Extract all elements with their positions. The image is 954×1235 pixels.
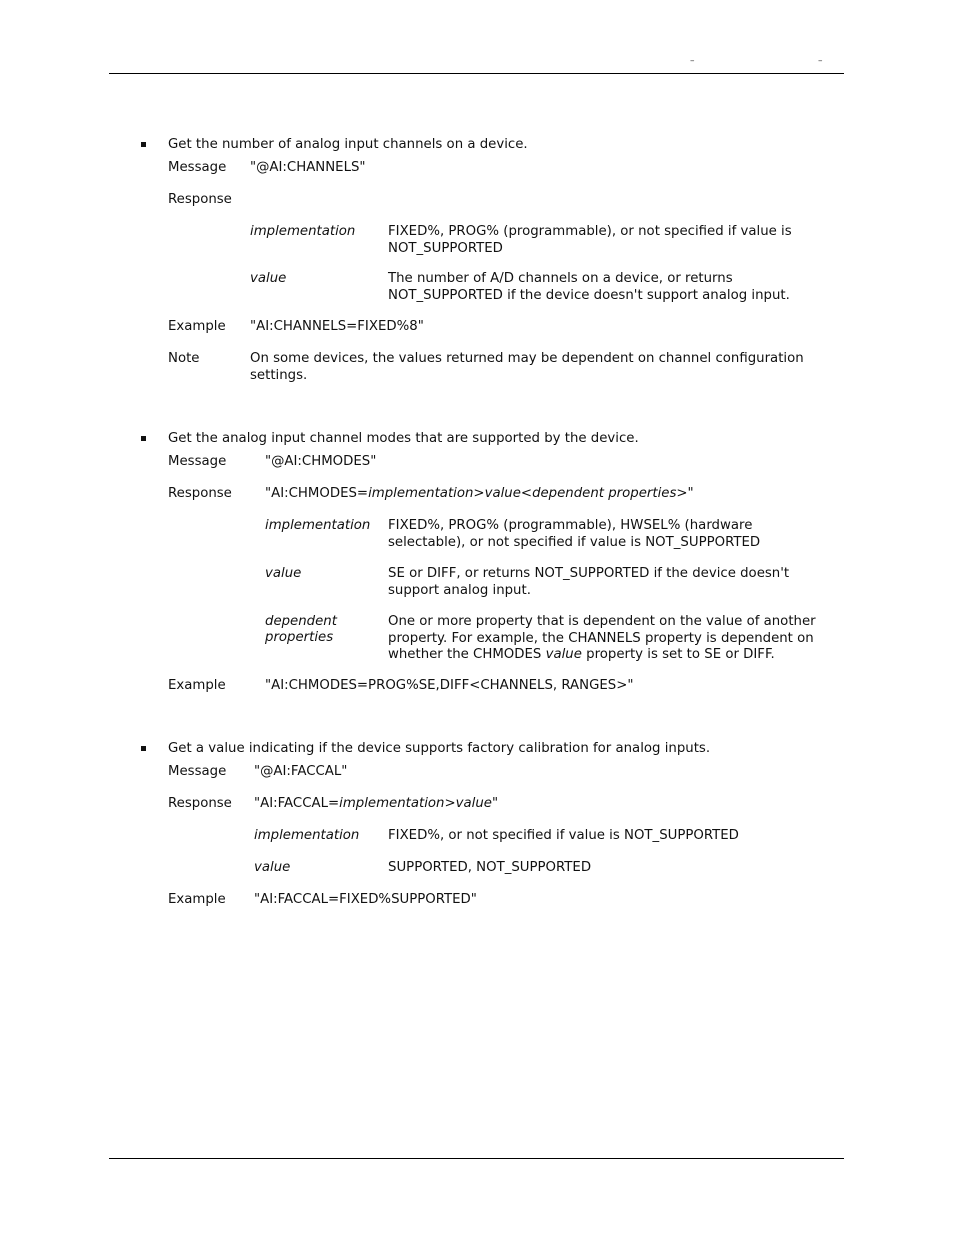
param-desc-value-term: value — [545, 647, 582, 662]
response-separator: < — [520, 486, 533, 501]
bullet-icon — [141, 746, 146, 751]
response-dependent-properties: dependent properties — [532, 486, 677, 501]
header-mark-left: – — [690, 56, 695, 66]
param-name: value — [265, 566, 302, 581]
note-label: Note — [168, 351, 200, 366]
response-separator: > — [473, 486, 485, 501]
param-desc: FIXED%, or not specified if value is NOT_SUPPORTED — [388, 828, 739, 843]
param-desc: FIXED%, PROG% (programmable), or not specified if value is NOT_SUPPORTED — [388, 224, 792, 256]
response-value-term: value — [484, 486, 521, 501]
param-name: value — [254, 860, 291, 875]
bullet-icon — [141, 142, 146, 147]
message-label: Message — [168, 454, 227, 469]
response-label: Response — [168, 796, 232, 811]
response-value — [254, 796, 498, 813]
response-suffix: " — [491, 796, 499, 811]
example-value: "AI:CHMODES=PROG%SE,DIFF<CHANNELS, RANGES>" — [265, 678, 634, 693]
param-name-line2: properties — [265, 630, 334, 645]
note-value: On some devices, the values returned may be dependent on channel configuration settings. — [250, 351, 804, 383]
footer-rule — [109, 1158, 844, 1159]
message-label: Message — [168, 764, 227, 779]
message-value: "@AI:FACCAL" — [254, 764, 348, 779]
message-value: "@AI:CHANNELS" — [250, 160, 366, 175]
param-name: implementation — [250, 224, 356, 239]
response-label: Response — [168, 192, 232, 207]
example-label: Example — [168, 892, 226, 907]
message-value: "@AI:CHMODES" — [265, 454, 377, 469]
response-implementation: implementation — [368, 486, 474, 501]
header-mark-right: – — [818, 56, 823, 66]
response-prefix: "AI:CHMODES= — [265, 486, 369, 501]
section-intro: Get the number of analog input channels on a device. — [168, 137, 528, 152]
param-name: implementation — [265, 518, 371, 533]
param-desc: The number of A/D channels on a device, or returns NOT_SUPPORTED if the device doesn't support analog input. — [388, 271, 790, 303]
param-desc: SE or DIFF, or returns NOT_SUPPORTED if the device doesn't support analog input. — [388, 566, 790, 598]
param-name: value — [250, 271, 287, 286]
param-desc — [388, 614, 828, 664]
example-label: Example — [168, 678, 226, 693]
response-value — [265, 486, 694, 503]
param-desc: FIXED%, PROG% (programmable), HWSEL% (hardware selectable), or not specified if value is NOT_SUPPORTED — [388, 518, 761, 550]
response-prefix: "AI:FACCAL= — [254, 796, 340, 811]
example-label: Example — [168, 319, 226, 334]
section-intro: Get a value indicating if the device supports factory calibration for analog inputs. — [168, 741, 711, 756]
response-separator: > — [444, 796, 456, 811]
response-suffix: >" — [676, 486, 694, 501]
bullet-icon — [141, 436, 146, 441]
param-name: implementation — [254, 828, 360, 843]
section-intro: Get the analog input channel modes that are supported by the device. — [168, 431, 639, 446]
example-value: "AI:CHANNELS=FIXED%8" — [250, 319, 424, 334]
message-label: Message — [168, 160, 227, 175]
param-desc: SUPPORTED, NOT_SUPPORTED — [388, 860, 592, 875]
response-label: Response — [168, 486, 232, 501]
response-implementation: implementation — [339, 796, 445, 811]
header-rule — [109, 73, 844, 74]
param-desc-text: One or more property that is dependent on the value of another property. For example, the CHANNELS property is dependent on whether the CHMODES — [388, 614, 816, 662]
response-value-term: value — [455, 796, 492, 811]
example-value: "AI:FACCAL=FIXED%SUPPORTED" — [254, 892, 477, 907]
param-name-line1: dependent — [265, 614, 337, 629]
param-desc-text: property is set to SE or DIFF. — [581, 647, 775, 662]
